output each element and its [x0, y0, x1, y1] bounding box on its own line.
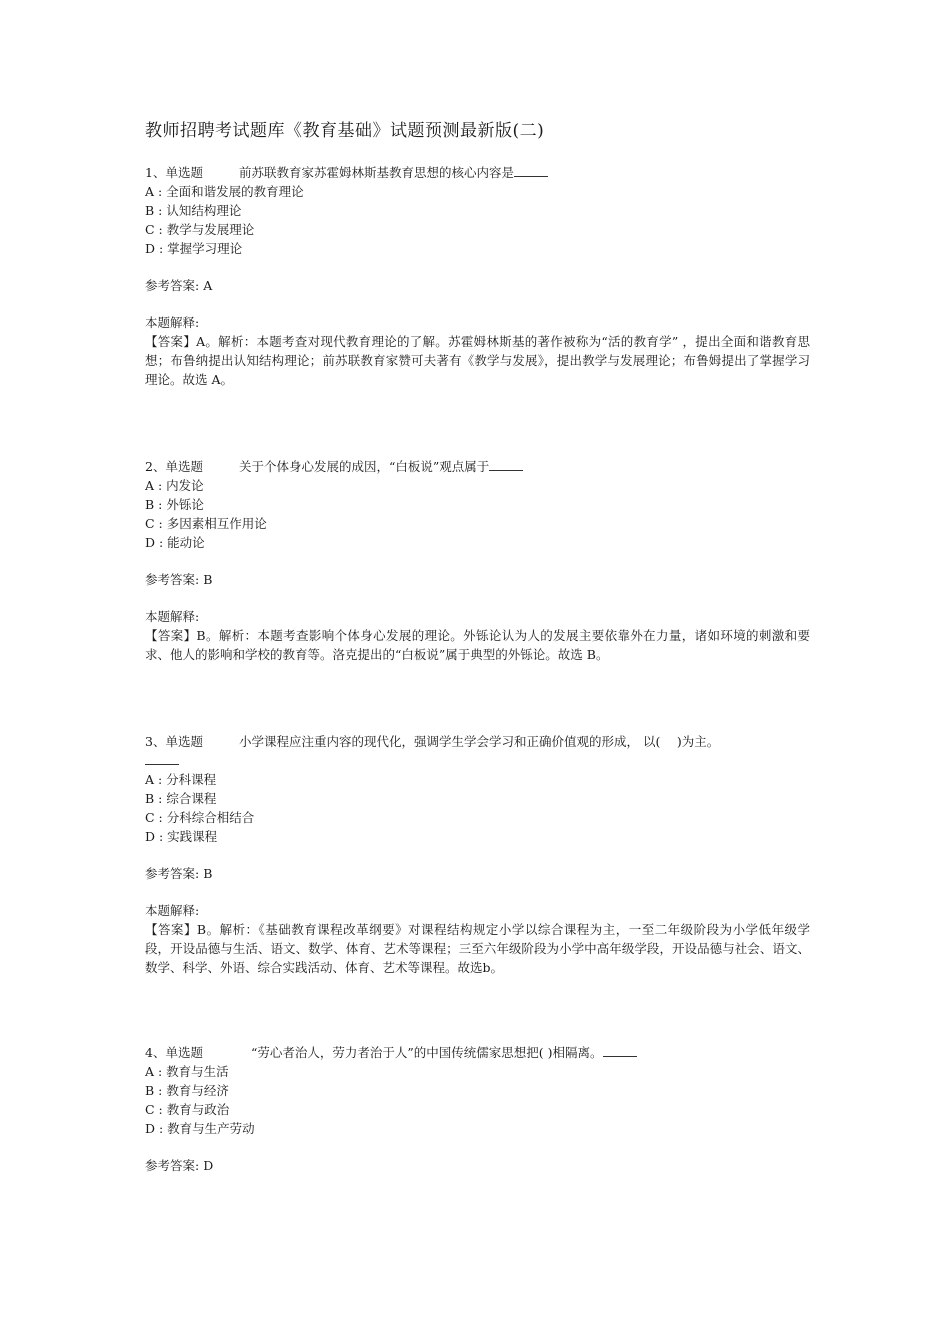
answer-label: 参考答案: [145, 1158, 200, 1173]
option-b: B : 认知结构理论 [145, 203, 242, 218]
option-c: C : 教育与政治 [145, 1102, 230, 1117]
explanation-label: 本题解释: [145, 609, 200, 624]
answer-blank-line [145, 751, 810, 770]
explanation-text: 【答案】B。解析：《基础教育课程改革纲要》对课程结构规定小学以综合课程为主，一至二年级阶段为小学低年级学段，开设品德与生活、语文、数学、体育、艺术等课程；三至六年级阶段为小学中高年级学段，开设品德与社会、语文、数学、科学、外语、综合实践活动、体育、艺术等课程。故选b。 [145, 922, 810, 975]
option-b: B : 教育与经济 [145, 1083, 229, 1098]
reference-answer [145, 276, 810, 295]
explanation-label: 本题解释: [145, 315, 200, 330]
reference-answer [145, 570, 810, 589]
answer-value: B [203, 866, 213, 881]
reference-answer [145, 1156, 810, 1175]
question-text: 关于个体身心发展的成因，“白板说”观点属于 [239, 459, 490, 474]
option-d: D : 能动论 [145, 535, 205, 550]
answer-value: B [203, 572, 213, 587]
explanation-text: 【答案】B。解析：本题考查影响个体身心发展的理论。外铄论认为人的发展主要依靠外在力量，诸如环境的刺激和要求、他人的影响和学校的教育等。洛克提出的“白板说”属于典型的外铄论。故选 B。 [145, 628, 810, 662]
question-3 [145, 732, 810, 977]
option-c: C : 多因素相互作用论 [145, 516, 267, 531]
option-a: A : 全面和谐发展的教育理论 [145, 184, 304, 199]
option-a: A : 教育与生活 [145, 1064, 229, 1079]
option-a: A : 内发论 [145, 478, 204, 493]
option-a: A : 分科课程 [145, 772, 217, 787]
option-d: D : 实践课程 [145, 829, 218, 844]
answer-label: 参考答案: [145, 278, 200, 293]
question-stem [145, 1043, 810, 1062]
question-text: “劳心者治人，劳力者治于人”的中国传统儒家思想把( )相隔离。 [251, 1045, 603, 1060]
question-number: 3、单选题 [145, 734, 203, 749]
option-d: D : 教育与生产劳动 [145, 1121, 255, 1136]
answer-label: 参考答案: [145, 572, 200, 587]
question-stem [145, 457, 810, 476]
page-title: 教师招聘考试题库《教育基础》试题预测最新版(二) [145, 121, 545, 141]
question-2 [145, 457, 810, 664]
question-stem [145, 732, 810, 751]
answer-blank [489, 458, 523, 471]
answer-blank [603, 1044, 637, 1057]
answer-value: A [203, 278, 213, 293]
answer-value: D [203, 1158, 214, 1173]
question-text: 小学课程应注重内容的现代化，强调学生学会学习和正确价值观的形成， 以( )为主。 [239, 734, 720, 749]
question-text: 前苏联教育家苏霍姆林斯基教育思想的核心内容是 [239, 165, 515, 180]
explanation-label: 本题解释: [145, 903, 200, 918]
question-number: 4、单选题 [145, 1045, 203, 1060]
explanation-text: 【答案】A。解析：本题考查对现代教育理论的了解。苏霍姆林斯基的著作被称为“活的教育学” ，提出全面和谐教育思想；布鲁纳提出认知结构理论；前苏联教育家赞可夫著有《教学与发展》，提出教学与发展理论；布鲁姆提出了掌握学习理论。故选 A。 [145, 334, 810, 387]
option-b: B : 外铄论 [145, 497, 204, 512]
answer-blank [145, 752, 179, 765]
option-d: D : 掌握学习理论 [145, 241, 243, 256]
question-1 [145, 163, 810, 389]
question-4 [145, 1043, 810, 1175]
question-stem [145, 163, 810, 182]
answer-blank [514, 164, 548, 177]
answer-label: 参考答案: [145, 866, 200, 881]
reference-answer [145, 864, 810, 883]
option-b: B : 综合课程 [145, 791, 217, 806]
question-number: 1、单选题 [145, 165, 203, 180]
question-number: 2、单选题 [145, 459, 203, 474]
option-c: C : 教学与发展理论 [145, 222, 255, 237]
option-c: C : 分科综合相结合 [145, 810, 255, 825]
